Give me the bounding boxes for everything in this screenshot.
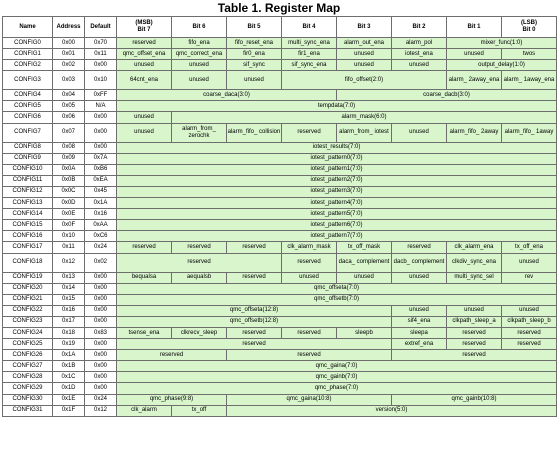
register-field-cell: unused xyxy=(447,49,502,60)
header-bit3: Bit 3 xyxy=(337,17,392,38)
register-row xyxy=(3,316,557,327)
register-row xyxy=(3,283,557,294)
register-row xyxy=(3,186,557,197)
register-default-cell: 0x02 xyxy=(85,253,117,272)
register-field-cell: reserved xyxy=(117,242,172,253)
register-row xyxy=(3,405,557,416)
register-field-cell: sleepb xyxy=(337,327,392,338)
register-address-cell: 0x08 xyxy=(53,142,85,153)
register-row xyxy=(3,112,557,123)
header-bit0: (LSB) Bit 0 xyxy=(502,17,557,38)
register-default-cell: 0x00 xyxy=(85,294,117,305)
register-field-cell: reserved xyxy=(227,242,282,253)
register-address-cell: 0x16 xyxy=(53,305,85,316)
register-default-cell: 0x00 xyxy=(85,383,117,394)
register-field-cell: sleepa xyxy=(392,327,447,338)
register-field-cell: unused xyxy=(117,123,172,142)
register-field-cell: reserved xyxy=(392,350,557,361)
register-field-cell: reserved xyxy=(502,339,557,350)
register-default-cell: 0xEA xyxy=(85,175,117,186)
register-field-cell: reserved xyxy=(282,327,337,338)
register-address-cell: 0x05 xyxy=(53,101,85,112)
register-field-cell: alarm_fifo_ 2away xyxy=(447,123,502,142)
register-name-cell: CONFIG6 xyxy=(3,112,53,123)
register-field-cell: sif_sync_ena xyxy=(282,60,337,71)
register-row xyxy=(3,253,557,272)
register-field-cell: alarm_pol xyxy=(392,38,447,49)
register-default-cell: N/A xyxy=(85,101,117,112)
register-field-cell: twos xyxy=(502,49,557,60)
register-field-cell: reserved xyxy=(447,327,502,338)
register-name-cell: CONFIG25 xyxy=(3,339,53,350)
register-row xyxy=(3,164,557,175)
register-field-cell: extref_ena xyxy=(392,339,447,350)
register-field-cell: unused xyxy=(502,253,557,272)
register-name-cell: CONFIG15 xyxy=(3,220,53,231)
register-field-cell: output_delay(1:0) xyxy=(447,60,557,71)
register-field-cell: iotest_pattern1(7:0) xyxy=(117,164,557,175)
register-field-cell: tsense_ena xyxy=(117,327,172,338)
register-address-cell: 0x18 xyxy=(53,327,85,338)
register-field-cell: tx_off xyxy=(172,405,227,416)
register-row xyxy=(3,153,557,164)
register-address-cell: 0x07 xyxy=(53,123,85,142)
register-field-cell: reserved xyxy=(282,253,337,272)
register-name-cell: CONFIG12 xyxy=(3,186,53,197)
register-address-cell: 0x0F xyxy=(53,220,85,231)
register-default-cell: 0x11 xyxy=(85,49,117,60)
register-field-cell: unused xyxy=(337,60,392,71)
register-field-cell: iotest_pattern0(7:0) xyxy=(117,153,557,164)
register-field-cell: alarm_from_ iotest xyxy=(337,123,392,142)
register-default-cell: 0x00 xyxy=(85,305,117,316)
register-default-cell: 0x24 xyxy=(85,394,117,405)
register-row xyxy=(3,394,557,405)
register-field-cell: clkrecv_sleep xyxy=(172,327,227,338)
register-address-cell: 0x17 xyxy=(53,316,85,327)
register-field-cell: tempdata(7:0) xyxy=(117,101,557,112)
register-name-cell: CONFIG1 xyxy=(3,49,53,60)
register-address-cell: 0x1C xyxy=(53,372,85,383)
register-row xyxy=(3,242,557,253)
register-address-cell: 0x04 xyxy=(53,90,85,101)
register-field-cell: bequalsa xyxy=(117,272,172,283)
register-name-cell: CONFIG17 xyxy=(3,242,53,253)
register-field-cell: iotest_pattern3(7:0) xyxy=(117,186,557,197)
register-name-cell: CONFIG19 xyxy=(3,272,53,283)
register-field-cell: clk_alarm_ena xyxy=(447,242,502,253)
register-default-cell: 0xB6 xyxy=(85,164,117,175)
register-default-cell: 0x10 xyxy=(85,71,117,90)
register-address-cell: 0x1A xyxy=(53,350,85,361)
register-name-cell: CONFIG7 xyxy=(3,123,53,142)
register-field-cell: alarm_out_ena xyxy=(337,38,392,49)
register-row xyxy=(3,71,557,90)
register-field-cell: fir0_ena xyxy=(227,49,282,60)
register-field-cell: fifo_offset(2:0) xyxy=(282,71,447,90)
register-field-cell: 64cnt_ena xyxy=(117,71,172,90)
register-field-cell: fifo_reset_ena xyxy=(227,38,282,49)
register-address-cell: 0x02 xyxy=(53,60,85,71)
register-field-cell: qmc_offsetb(7:0) xyxy=(117,294,557,305)
register-field-cell: alarm_fifo_ collision xyxy=(227,123,282,142)
register-row xyxy=(3,220,557,231)
header-bit1: Bit 1 xyxy=(447,17,502,38)
header-bit7: (MSB) Bit 7 xyxy=(117,17,172,38)
register-row xyxy=(3,123,557,142)
register-default-cell: 0x00 xyxy=(85,361,117,372)
register-field-cell: clk_alarm xyxy=(117,405,172,416)
register-field-cell: reserved xyxy=(117,38,172,49)
register-default-cell: 0x00 xyxy=(85,60,117,71)
register-row xyxy=(3,327,557,338)
register-address-cell: 0x13 xyxy=(53,272,85,283)
register-row xyxy=(3,350,557,361)
register-name-cell: CONFIG27 xyxy=(3,361,53,372)
register-row xyxy=(3,361,557,372)
register-address-cell: 0x1B xyxy=(53,361,85,372)
register-field-cell: unused xyxy=(172,60,227,71)
register-field-cell: reserved xyxy=(117,350,227,361)
register-field-cell: qmc_offset_ena xyxy=(117,49,172,60)
register-default-cell: 0x00 xyxy=(85,350,117,361)
register-rows xyxy=(3,38,557,417)
register-address-cell: 0x14 xyxy=(53,283,85,294)
register-name-cell: CONFIG29 xyxy=(3,383,53,394)
register-default-cell: 0x00 xyxy=(85,112,117,123)
register-name-cell: CONFIG3 xyxy=(3,71,53,90)
register-field-cell: reserved xyxy=(392,242,447,253)
register-default-cell: 0xAA xyxy=(85,220,117,231)
register-field-cell: unused xyxy=(117,60,172,71)
register-default-cell: 0xFF xyxy=(85,90,117,101)
register-field-cell: unused xyxy=(337,49,392,60)
register-name-cell: CONFIG8 xyxy=(3,142,53,153)
register-address-cell: 0x1E xyxy=(53,394,85,405)
register-field-cell: reserved xyxy=(502,327,557,338)
register-field-cell: alarm_fifo_ 1away xyxy=(502,123,557,142)
register-field-cell: reserved xyxy=(117,253,282,272)
register-default-cell: 0x16 xyxy=(85,209,117,220)
register-name-cell: CONFIG26 xyxy=(3,350,53,361)
register-address-cell: 0x0B xyxy=(53,175,85,186)
register-field-cell: qmc_gainb(7:0) xyxy=(117,372,557,383)
register-field-cell: iotest_pattern6(7:0) xyxy=(117,220,557,231)
register-field-cell: reserved xyxy=(447,339,502,350)
register-field-cell: unused xyxy=(227,71,282,90)
register-address-cell: 0x15 xyxy=(53,294,85,305)
register-default-cell: 0x7A xyxy=(85,153,117,164)
register-default-cell: 0x24 xyxy=(85,242,117,253)
register-address-cell: 0x09 xyxy=(53,153,85,164)
header-bit2: Bit 2 xyxy=(392,17,447,38)
register-field-cell: clkpath_sleep_b xyxy=(502,316,557,327)
register-field-cell: qmc_offseta(12:8) xyxy=(117,305,392,316)
register-address-cell: 0x00 xyxy=(53,38,85,49)
register-field-cell: qmc_gainb(10:8) xyxy=(392,394,557,405)
register-name-cell: CONFIG24 xyxy=(3,327,53,338)
register-address-cell: 0x11 xyxy=(53,242,85,253)
register-field-cell: sif4_ena xyxy=(392,316,447,327)
register-field-cell: unused xyxy=(502,305,557,316)
register-field-cell: multi_sync_ena xyxy=(282,38,337,49)
register-field-cell: iotest_pattern2(7:0) xyxy=(117,175,557,186)
register-field-cell: coarse_daca(3:0) xyxy=(117,90,337,101)
register-field-cell: iotest_pattern7(7:0) xyxy=(117,231,557,242)
register-default-cell: 0x00 xyxy=(85,142,117,153)
register-default-cell: 0x00 xyxy=(85,272,117,283)
register-row xyxy=(3,198,557,209)
register-field-cell: iotest_pattern5(7:0) xyxy=(117,209,557,220)
header-row xyxy=(3,17,557,38)
register-field-cell: qmc_offsetb(12:8) xyxy=(117,316,392,327)
header-bit5: Bit 5 xyxy=(227,17,282,38)
register-field-cell: unused xyxy=(392,60,447,71)
register-default-cell: 0x45 xyxy=(85,186,117,197)
register-row xyxy=(3,38,557,49)
register-map-table xyxy=(2,16,557,417)
register-address-cell: 0x1D xyxy=(53,383,85,394)
register-row xyxy=(3,305,557,316)
register-field-cell: mixer_func(1:0) xyxy=(447,38,557,49)
register-field-cell: reserved xyxy=(172,242,227,253)
register-row xyxy=(3,339,557,350)
register-default-cell: 0x83 xyxy=(85,327,117,338)
register-field-cell: unused xyxy=(337,272,392,283)
register-row xyxy=(3,209,557,220)
register-row xyxy=(3,294,557,305)
register-field-cell: unused xyxy=(117,112,172,123)
register-name-cell: CONFIG0 xyxy=(3,38,53,49)
register-field-cell: rev xyxy=(502,272,557,283)
register-name-cell: CONFIG4 xyxy=(3,90,53,101)
register-name-cell: CONFIG13 xyxy=(3,198,53,209)
register-field-cell: unused xyxy=(392,272,447,283)
register-field-cell: sif_sync xyxy=(227,60,282,71)
register-row xyxy=(3,101,557,112)
register-default-cell: 0x00 xyxy=(85,316,117,327)
register-field-cell: unused xyxy=(392,305,447,316)
register-field-cell: reserved xyxy=(227,272,282,283)
header-bit4: Bit 4 xyxy=(282,17,337,38)
register-name-cell: CONFIG5 xyxy=(3,101,53,112)
register-field-cell: qmc_gaina(10:8) xyxy=(227,394,392,405)
register-row xyxy=(3,142,557,153)
register-field-cell: qmc_offseta(7:0) xyxy=(117,283,557,294)
register-field-cell: tx_off_ena xyxy=(502,242,557,253)
register-field-cell: tx_off_mask xyxy=(337,242,392,253)
register-row xyxy=(3,231,557,242)
register-field-cell: daca_ complement xyxy=(337,253,392,272)
register-field-cell: reserved xyxy=(282,123,337,142)
register-default-cell: 0xC6 xyxy=(85,231,117,242)
register-address-cell: 0x0D xyxy=(53,198,85,209)
register-field-cell: reserved xyxy=(227,350,392,361)
register-row xyxy=(3,372,557,383)
register-field-cell: multi_sync_sel xyxy=(447,272,502,283)
register-address-cell: 0x0C xyxy=(53,186,85,197)
register-field-cell: aequalsb xyxy=(172,272,227,283)
register-address-cell: 0x03 xyxy=(53,71,85,90)
header-bit6: Bit 6 xyxy=(172,17,227,38)
register-default-cell: 0x00 xyxy=(85,123,117,142)
register-name-cell: CONFIG23 xyxy=(3,316,53,327)
register-field-cell: iotest_pattern4(7:0) xyxy=(117,198,557,209)
register-default-cell: 0x00 xyxy=(85,283,117,294)
register-name-cell: CONFIG20 xyxy=(3,283,53,294)
register-field-cell: unused xyxy=(392,123,447,142)
register-default-cell: 0x1A xyxy=(85,198,117,209)
register-field-cell: alarm_ 1away_ena xyxy=(502,71,557,90)
register-field-cell: reserved xyxy=(117,339,392,350)
register-row xyxy=(3,60,557,71)
register-default-cell: 0x12 xyxy=(85,405,117,416)
register-field-cell: qmc_phase(7:0) xyxy=(117,383,557,394)
register-field-cell: clkpath_sleep_a xyxy=(447,316,502,327)
register-field-cell: unused xyxy=(172,71,227,90)
register-field-cell: alarm_mask(6:0) xyxy=(172,112,557,123)
register-row xyxy=(3,175,557,186)
register-name-cell: CONFIG2 xyxy=(3,60,53,71)
register-field-cell: fifo_ena xyxy=(172,38,227,49)
register-field-cell: version(5:0) xyxy=(227,405,557,416)
register-field-cell: qmc_gaina(7:0) xyxy=(117,361,557,372)
register-address-cell: 0x10 xyxy=(53,231,85,242)
register-name-cell: CONFIG14 xyxy=(3,209,53,220)
register-address-cell: 0x06 xyxy=(53,112,85,123)
register-field-cell: dacb_ complement xyxy=(392,253,447,272)
register-field-cell: coarse_dacb(3:0) xyxy=(337,90,557,101)
register-field-cell: unused xyxy=(447,305,502,316)
register-field-cell: fir1_ena xyxy=(282,49,337,60)
register-row xyxy=(3,90,557,101)
register-field-cell: unused xyxy=(282,272,337,283)
header-name: Name xyxy=(3,17,53,38)
register-address-cell: 0x0A xyxy=(53,164,85,175)
register-field-cell: iotest_results(7:0) xyxy=(117,142,557,153)
table-title: Table 1. Register Map xyxy=(217,1,341,15)
register-name-cell: CONFIG22 xyxy=(3,305,53,316)
register-field-cell: qmc_correct_ena xyxy=(172,49,227,60)
register-field-cell: clk_alarm_mask xyxy=(282,242,337,253)
register-row xyxy=(3,383,557,394)
register-name-cell: CONFIG11 xyxy=(3,175,53,186)
register-default-cell: 0x00 xyxy=(85,339,117,350)
register-name-cell: CONFIG9 xyxy=(3,153,53,164)
register-field-cell: reserved xyxy=(227,327,282,338)
register-name-cell: CONFIG18 xyxy=(3,253,53,272)
register-field-cell: clkdiv_sync_ena xyxy=(447,253,502,272)
register-address-cell: 0x0E xyxy=(53,209,85,220)
register-row xyxy=(3,49,557,60)
register-address-cell: 0x19 xyxy=(53,339,85,350)
register-name-cell: CONFIG30 xyxy=(3,394,53,405)
header-default: Default xyxy=(85,17,117,38)
register-name-cell: CONFIG21 xyxy=(3,294,53,305)
register-default-cell: 0x00 xyxy=(85,372,117,383)
register-field-cell: iotest_ena xyxy=(392,49,447,60)
register-name-cell: CONFIG16 xyxy=(3,231,53,242)
register-address-cell: 0x1F xyxy=(53,405,85,416)
register-name-cell: CONFIG28 xyxy=(3,372,53,383)
register-name-cell: CONFIG10 xyxy=(3,164,53,175)
register-field-cell: alarm_from_ zerochk xyxy=(172,123,227,142)
register-default-cell: 0x70 xyxy=(85,38,117,49)
register-row xyxy=(3,272,557,283)
register-field-cell: qmc_phase(9:8) xyxy=(117,394,227,405)
header-address: Address xyxy=(53,17,85,38)
register-field-cell: alarm_ 2away_ena xyxy=(447,71,502,90)
register-address-cell: 0x12 xyxy=(53,253,85,272)
register-address-cell: 0x01 xyxy=(53,49,85,60)
register-name-cell: CONFIG31 xyxy=(3,405,53,416)
